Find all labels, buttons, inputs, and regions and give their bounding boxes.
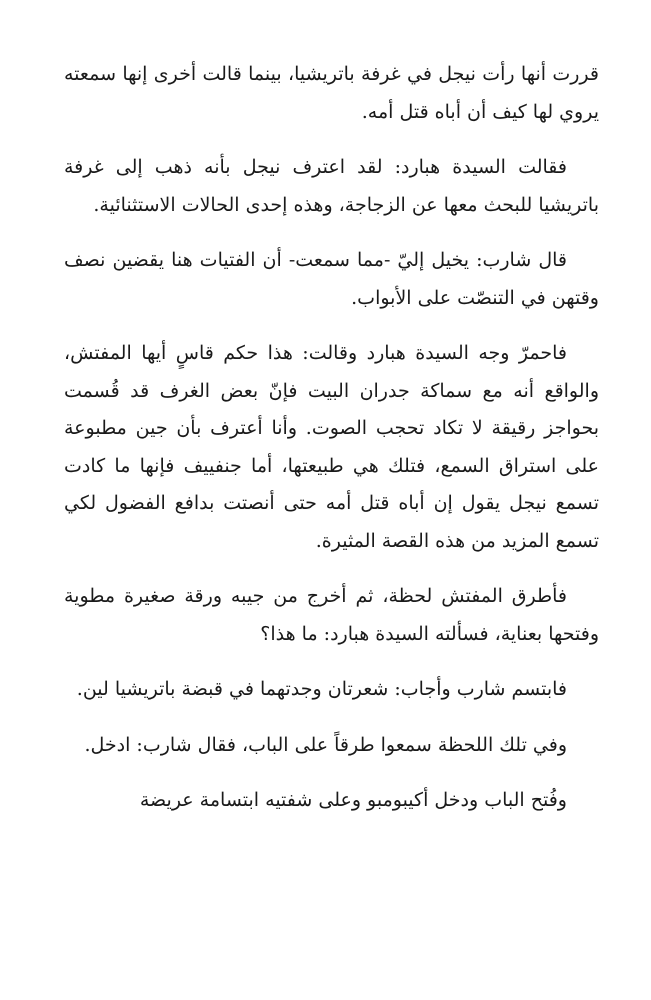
paragraph-2: فقالت السيدة هبارد: لقد اعترف نيجل بأنه ذهب إلى غرفة باتريشيا للبحث معها عن الزجاجة، وهذه إحدى الحالات الاستثنائية. — [64, 156, 599, 216]
paragraph-7: وفي تلك اللحظة سمعوا طرقاً على الباب، فقال شارب: ادخل. — [84, 733, 567, 756]
book-page — [64, 56, 599, 838]
paragraph-8: وفُتح الباب ودخل أكيبومبو وعلى شفتيه ابتسامة عريضة — [139, 789, 567, 811]
paragraph-3: قال شارب: يخيل إليّ -مما سمعت- أن الفتيات هنا يقضين نصف وقتهن في التنصّت على الأبواب. — [64, 249, 599, 309]
paragraph-4: فاحمرّ وجه السيدة هبارد وقالت: هذا حكم قاسٍ أيها المفتش، والواقع أنه مع سماكة جدران البيت فإنّ بعض الغرف قد قُسمت بحواجز رقيقة لا تكاد تحجب الصوت. وأنا أعترف بأن جين مطبوعة على استراق السمع، فتلك هي طبيعتها، أما جنفييف فإنها ما كادت تسمع نيجل يقول إن أباه قتل أمه حتى أنصتت بدافع الفضول لكي تسمع المزيد من هذه القصة المثيرة. — [64, 342, 599, 552]
paragraph-5: فأطرق المفتش لحظة، ثم أخرج من جيبه ورقة صغيرة مطوية وفتحها بعناية، فسألته السيدة هبارد: ما هذا؟ — [64, 585, 599, 645]
paragraph-1: قررت أنها رأت نيجل في غرفة باتريشيا، بينما قالت أخرى إنها سمعته يروي لها كيف أن أباه قتل أمه. — [64, 63, 599, 123]
paragraph-6: فابتسم شارب وأجاب: شعرتان وجدتهما في قبضة باتريشيا لين. — [76, 678, 567, 700]
